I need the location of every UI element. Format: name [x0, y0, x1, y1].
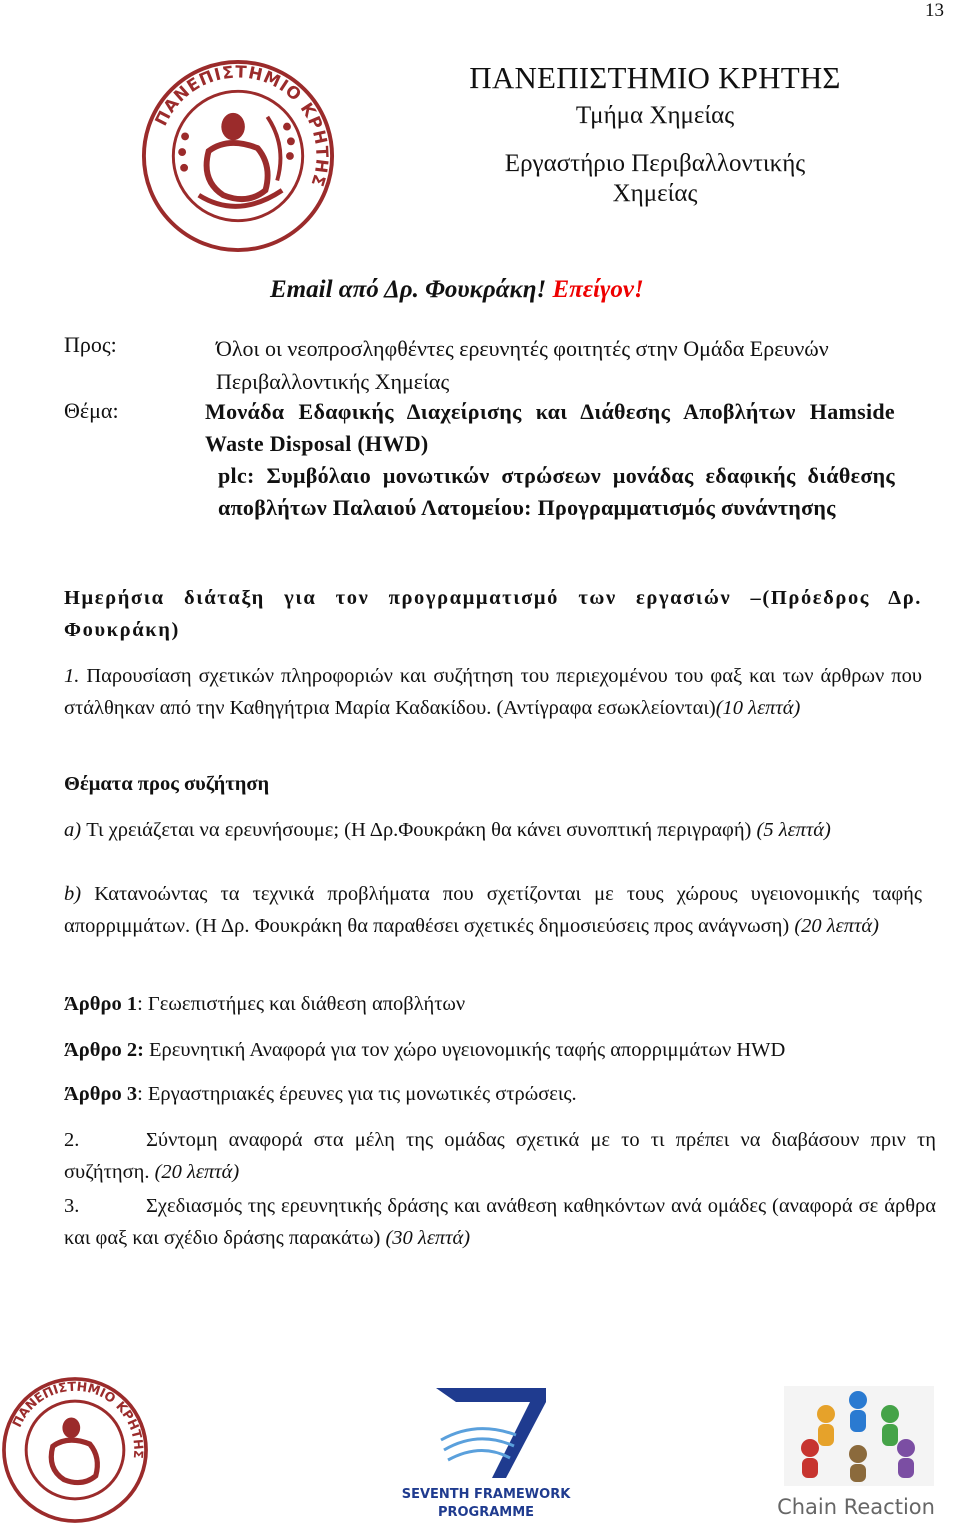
article-2 — [64, 1034, 922, 1066]
agenda-item-2 — [64, 1124, 936, 1188]
chain-reaction-text: Chain Reaction — [777, 1495, 935, 1519]
to-text: Όλοι οι νεοπροσληφθέντες ερευνητές φοιτητές στην Ομάδα Ερευνών Περιβαλλοντικής Χημείας — [216, 336, 829, 394]
item3-number: 3. — [64, 1195, 80, 1217]
svg-text:ΠΑΝΕΠΙΣΤΗΜΙΟ ΚΡΗΤΗΣ — [9, 1379, 146, 1460]
urgent-label: Επείγον! — [552, 276, 644, 303]
agenda-title: Ημερήσια διάταξη για τον προγραμματισμό των εργασιών –(Πρόεδρος Δρ. Φουκράκη) — [64, 587, 922, 641]
article-2-label: Άρθρο 2: — [64, 1039, 144, 1061]
item1-number: 1. — [64, 665, 80, 687]
article-1-text: : Γεωεπιστήμες και διάθεση αποβλήτων — [137, 993, 466, 1015]
email-from: Email από Δρ. Φουκράκη! — [270, 276, 547, 303]
to-label: Προς: — [64, 332, 117, 357]
topic-a-label: a) — [64, 819, 82, 841]
topic-b-label: b) — [64, 883, 82, 905]
topic-a-time: (5 λεπτά) — [756, 819, 831, 841]
university-name: ΠΑΝΕΠΙΣΤΗΜΙΟ ΚΡΗΤΗΣ — [469, 60, 841, 95]
lab-name-line2: Χημείας — [612, 180, 698, 207]
topic-a — [64, 814, 922, 846]
item1-text: Παρουσίαση σχετικών πληροφοριών και συζήτηση του περιεχομένου του φαξ και των άρθρων που στάλθηκαν από την Καθηγήτρια Μαρία Καδακίδου. (Αντίγραφα εσωκλείονται) — [64, 665, 922, 719]
agenda-item-3 — [64, 1190, 936, 1254]
item3-time: (30 λεπτά) — [385, 1227, 471, 1249]
article-3 — [64, 1078, 922, 1110]
university-seal-small-logo — [0, 1376, 150, 1524]
article-3-label: Άρθρο 3 — [64, 1083, 138, 1105]
chain-reaction-logo — [766, 1378, 946, 1524]
topic-b-text: Κατανοώντας τα τεχνικά προβλήματα που σχετίζονται με τους χώρους υγειονομικής ταφής απορριμμάτων. (Η Δρ. Φουκράκη θα παραθέσει σχετικές δημοσιεύσεις προς ανάγνωση) — [64, 883, 922, 937]
seal-text: ΠΑΝΕΠΙΣΤΗΜΙΟ ΚΡΗΤΗΣ — [151, 62, 332, 190]
subject-line1: Μονάδα Εδαφικής Διαχείρισης και Διάθεσης Αποβλήτων Hamside Waste Disposal (HWD) — [205, 399, 895, 456]
email-heading — [270, 276, 644, 304]
fp7-logo — [396, 1380, 576, 1524]
fp7-line1: SEVENTH FRAMEWORK — [401, 1487, 571, 1502]
subject-label: Θέμα: — [64, 398, 119, 423]
article-2-text: Ερευνητική Αναφορά για τον χώρο υγειονομικής ταφής απορριμμάτων HWD — [143, 1039, 786, 1061]
department-name: Τμήμα Χημείας — [575, 102, 735, 129]
item2-time: (20 λεπτά) — [154, 1161, 240, 1183]
article-1-label: Άρθρο 1 — [64, 993, 138, 1015]
item1-time: (10 λεπτά) — [715, 697, 801, 719]
university-seal-logo — [140, 58, 336, 254]
article-1 — [64, 988, 922, 1020]
subject-line2: plc: Συμβόλαιο μονωτικών στρώσεων μονάδας εδαφικής διάθεσης αποβλήτων Παλαιού Λατομείου: Προγραμματισμός συνάντησης — [218, 463, 895, 520]
page-number: 13 — [925, 0, 944, 21]
agenda-item-1 — [64, 660, 922, 724]
item2-text: Σύντομη αναφορά στα μέλη της ομάδας σχετικά με το τι πρέπει να διαβάσουν πριν τη συζήτηση. — [64, 1129, 936, 1183]
item3-text: Σχεδιασμός της ερευνητικής δράσης και ανάθεση καθηκόντων ανά ομάδες (αναφορά σε άρθρα και φαξ και σχέδιο δράσης παρακάτω) — [64, 1195, 936, 1249]
article-3-text: : Εργαστηριακές έρευνες για τις μονωτικές στρώσεις. — [137, 1083, 577, 1105]
lab-name-line1: Εργαστήριο Περιβαλλοντικής — [504, 150, 806, 177]
seal-small-text: ΠΑΝΕΠΙΣΤΗΜΙΟ ΚΡΗΤΗΣ — [9, 1378, 147, 1460]
topic-b — [64, 878, 922, 942]
fp7-line2: PROGRAMME — [437, 1505, 535, 1520]
item2-number: 2. — [64, 1129, 80, 1151]
topic-b-time: (20 λεπτά) — [794, 915, 879, 937]
topic-a-text: Τι χρειάζεται να ερευνήσουμε; (Η Δρ.Φουκράκη θα κάνει συνοπτική περιγραφή) — [81, 819, 757, 841]
subject-text — [205, 396, 895, 524]
topics-title: Θέματα προς συζήτηση — [64, 773, 270, 795]
